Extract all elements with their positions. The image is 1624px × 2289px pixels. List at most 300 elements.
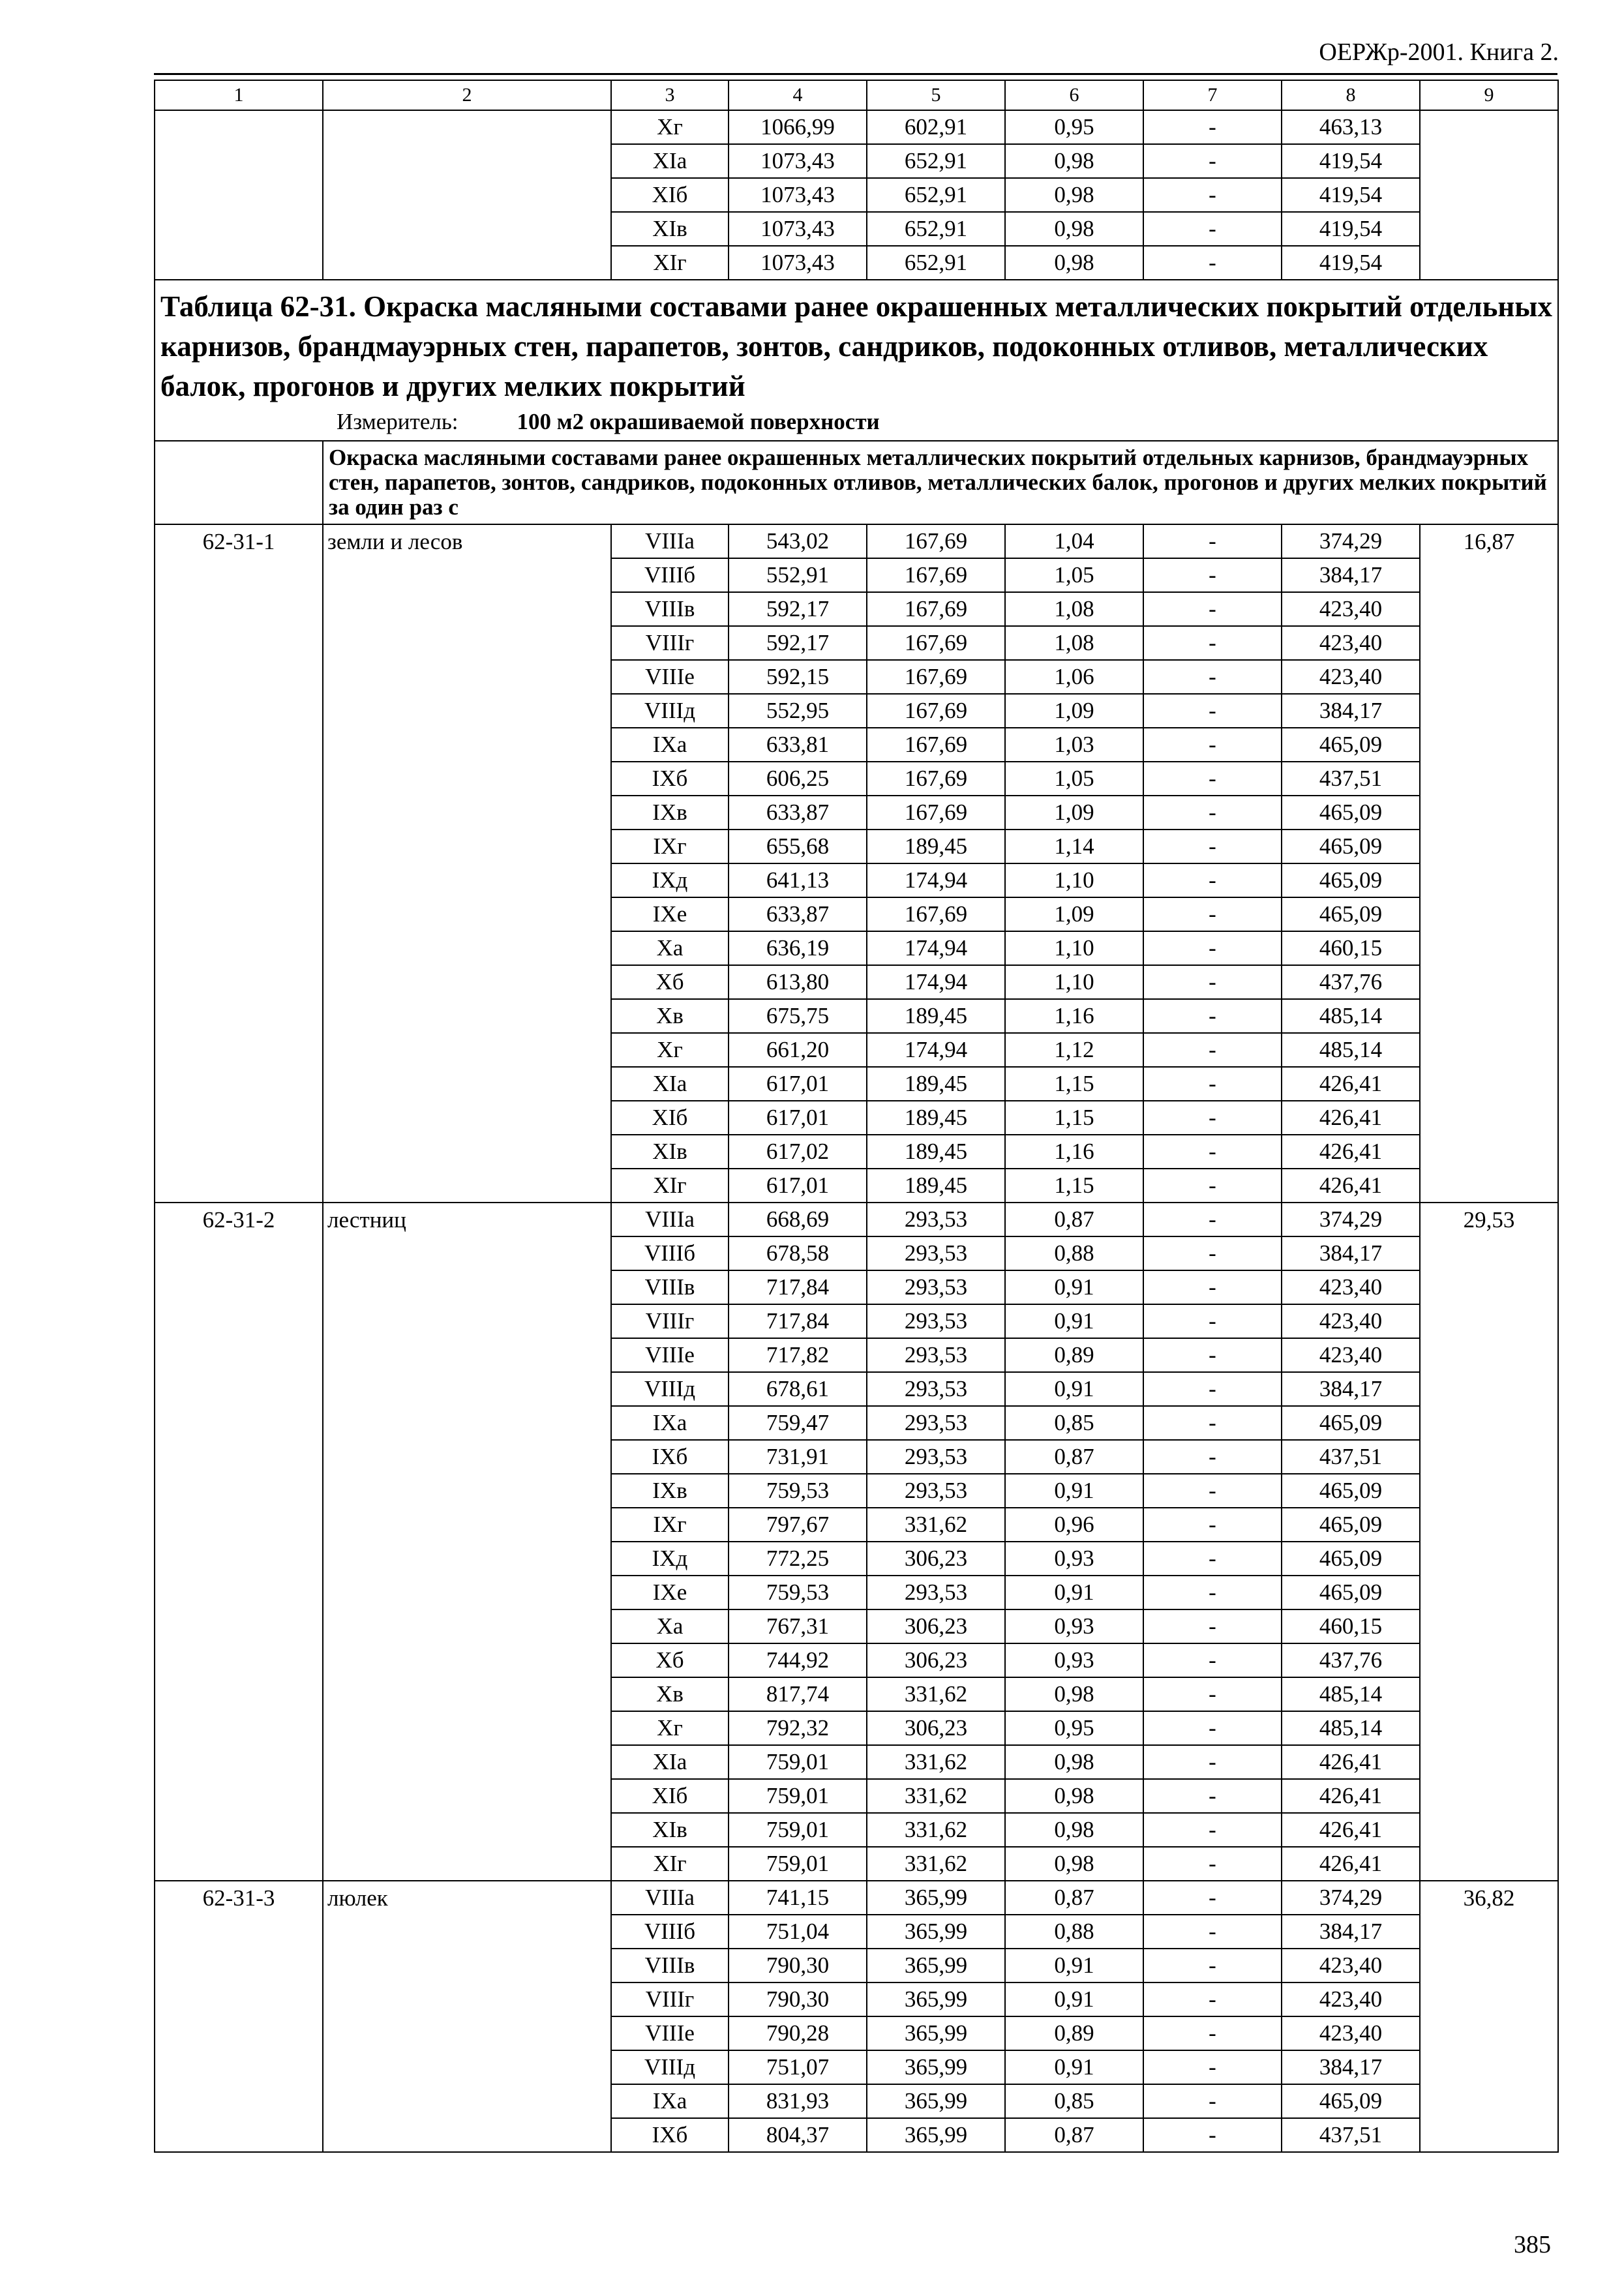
- value-cell: 0,91: [1005, 1270, 1143, 1304]
- value-cell: -: [1143, 1915, 1282, 1949]
- value-cell: 174,94: [867, 965, 1005, 999]
- code-cell: [155, 931, 323, 965]
- value-cell: 167,69: [867, 626, 1005, 660]
- value-cell: 384,17: [1282, 1236, 1420, 1270]
- name-cell: [323, 1779, 611, 1813]
- name-cell: [323, 1542, 611, 1576]
- value-cell: -: [1143, 1406, 1282, 1440]
- value-cell: -: [1143, 965, 1282, 999]
- code-cell: [155, 1372, 323, 1406]
- value-cell: -: [1143, 1067, 1282, 1101]
- value-cell: 0,98: [1005, 1813, 1143, 1847]
- code-cell: [155, 110, 323, 144]
- value-cell: -: [1143, 694, 1282, 728]
- value-cell: 0,95: [1005, 110, 1143, 144]
- table-row: [155, 863, 1558, 897]
- value-cell: VIIIв: [611, 1949, 729, 1982]
- value-cell: 465,09: [1282, 2084, 1420, 2118]
- code-cell: [155, 1474, 323, 1508]
- name-cell: [323, 762, 611, 796]
- value-cell: VIIIд: [611, 2050, 729, 2084]
- value-cell: 189,45: [867, 1135, 1005, 1169]
- table-row: [155, 965, 1558, 999]
- value-cell: 1073,43: [729, 144, 867, 178]
- value-cell: 731,91: [729, 1440, 867, 1474]
- value-cell: 652,91: [867, 246, 1005, 280]
- table-row: [155, 1813, 1558, 1847]
- table-row: [155, 2050, 1558, 2084]
- value-cell: -: [1143, 558, 1282, 592]
- value-cell: 0,91: [1005, 1304, 1143, 1338]
- value-cell: -: [1143, 931, 1282, 965]
- value-cell: Хг: [611, 110, 729, 144]
- col9-cell: 16,87: [1420, 524, 1558, 558]
- value-cell: 744,92: [729, 1643, 867, 1677]
- value-cell: 365,99: [867, 1949, 1005, 1982]
- col9-cell: 36,82: [1420, 1881, 1558, 1915]
- code-cell: [155, 1711, 323, 1745]
- code-cell: [155, 965, 323, 999]
- name-cell: [323, 1101, 611, 1135]
- table-row: [155, 1745, 1558, 1779]
- value-cell: 426,41: [1282, 1135, 1420, 1169]
- col9-cell: [1420, 1474, 1558, 1508]
- value-cell: 465,09: [1282, 728, 1420, 762]
- code-cell: [155, 1542, 323, 1576]
- value-cell: -: [1143, 1372, 1282, 1406]
- name-cell: [323, 626, 611, 660]
- value-cell: VIIIа: [611, 524, 729, 558]
- value-cell: 0,85: [1005, 2084, 1143, 2118]
- col9-cell: [1420, 999, 1558, 1033]
- description-row: [155, 441, 1558, 524]
- value-cell: 423,40: [1282, 660, 1420, 694]
- code-cell: [155, 1169, 323, 1203]
- value-cell: 365,99: [867, 2050, 1005, 2084]
- column-number: 2: [323, 80, 611, 110]
- value-cell: ХIг: [611, 246, 729, 280]
- value-cell: 661,20: [729, 1033, 867, 1067]
- value-cell: VIIIб: [611, 558, 729, 592]
- value-cell: Хв: [611, 1677, 729, 1711]
- value-cell: VIIIг: [611, 1982, 729, 2016]
- value-cell: 306,23: [867, 1711, 1005, 1745]
- col9-cell: [1420, 863, 1558, 897]
- col9-cell: [1420, 830, 1558, 863]
- value-cell: 465,09: [1282, 1576, 1420, 1609]
- name-cell: [323, 931, 611, 965]
- code-cell: [155, 1779, 323, 1813]
- value-cell: 419,54: [1282, 212, 1420, 246]
- code-cell: 62-31-2: [155, 1203, 323, 1236]
- value-cell: 790,28: [729, 2016, 867, 2050]
- value-cell: 1,16: [1005, 1135, 1143, 1169]
- value-cell: VIIIб: [611, 1236, 729, 1270]
- value-cell: ХIв: [611, 212, 729, 246]
- value-cell: -: [1143, 660, 1282, 694]
- code-cell: [155, 1067, 323, 1101]
- name-cell: [323, 2084, 611, 2118]
- value-cell: -: [1143, 2016, 1282, 2050]
- value-cell: 189,45: [867, 830, 1005, 863]
- col9-cell: [1420, 931, 1558, 965]
- value-cell: 717,84: [729, 1270, 867, 1304]
- value-cell: 423,40: [1282, 1270, 1420, 1304]
- rates-table: [154, 80, 1559, 2153]
- table-row: [155, 592, 1558, 626]
- value-cell: ХIг: [611, 1169, 729, 1203]
- value-cell: 293,53: [867, 1406, 1005, 1440]
- value-cell: 437,51: [1282, 1440, 1420, 1474]
- value-cell: 0,93: [1005, 1609, 1143, 1643]
- table-row: [155, 1338, 1558, 1372]
- value-cell: -: [1143, 728, 1282, 762]
- value-cell: 426,41: [1282, 1101, 1420, 1135]
- value-cell: 751,07: [729, 2050, 867, 2084]
- col9-cell: [1420, 1440, 1558, 1474]
- code-cell: [155, 1982, 323, 2016]
- value-cell: IХб: [611, 1440, 729, 1474]
- table-row: [155, 1101, 1558, 1135]
- table-row: [155, 2118, 1558, 2152]
- value-cell: 759,47: [729, 1406, 867, 1440]
- value-cell: 374,29: [1282, 1881, 1420, 1915]
- col9-cell: [1420, 1643, 1558, 1677]
- value-cell: 552,91: [729, 558, 867, 592]
- value-cell: 1,16: [1005, 999, 1143, 1033]
- code-cell: [155, 1304, 323, 1338]
- table-row: [155, 1406, 1558, 1440]
- value-cell: 0,89: [1005, 1338, 1143, 1372]
- value-cell: ХIг: [611, 1847, 729, 1881]
- table-row: [155, 999, 1558, 1033]
- value-cell: 717,84: [729, 1304, 867, 1338]
- name-cell: [323, 1677, 611, 1711]
- code-cell: [155, 1576, 323, 1609]
- code-cell: [155, 1847, 323, 1881]
- value-cell: ХIб: [611, 1101, 729, 1135]
- value-cell: -: [1143, 897, 1282, 931]
- table-row: [155, 110, 1558, 144]
- column-number: 1: [155, 80, 323, 110]
- table-row: [155, 762, 1558, 796]
- col9-cell: [1420, 1576, 1558, 1609]
- value-cell: 0,98: [1005, 1677, 1143, 1711]
- table-row: [155, 626, 1558, 660]
- value-cell: 167,69: [867, 796, 1005, 830]
- value-cell: IХг: [611, 1508, 729, 1542]
- value-cell: -: [1143, 1576, 1282, 1609]
- code-cell: [155, 626, 323, 660]
- value-cell: 437,51: [1282, 2118, 1420, 2152]
- name-cell: [323, 1847, 611, 1881]
- col9-cell: [1420, 762, 1558, 796]
- value-cell: 0,91: [1005, 1576, 1143, 1609]
- value-cell: 759,01: [729, 1745, 867, 1779]
- value-cell: 1073,43: [729, 212, 867, 246]
- value-cell: 365,99: [867, 2016, 1005, 2050]
- value-cell: 592,15: [729, 660, 867, 694]
- value-cell: IХе: [611, 897, 729, 931]
- value-cell: 293,53: [867, 1576, 1005, 1609]
- value-cell: 759,01: [729, 1813, 867, 1847]
- value-cell: 0,96: [1005, 1508, 1143, 1542]
- value-cell: 365,99: [867, 2118, 1005, 2152]
- col9-cell: [1420, 1304, 1558, 1338]
- col9-cell: [1420, 178, 1558, 212]
- table-row: [155, 2016, 1558, 2050]
- col9-cell: [1420, 1813, 1558, 1847]
- col9-cell: [1420, 1542, 1558, 1576]
- table-row: [155, 1711, 1558, 1745]
- table-row: [155, 1508, 1558, 1542]
- table-row: [155, 728, 1558, 762]
- value-cell: IХе: [611, 1576, 729, 1609]
- col9-cell: [1420, 1236, 1558, 1270]
- code-cell: [155, 1813, 323, 1847]
- value-cell: 423,40: [1282, 1338, 1420, 1372]
- value-cell: 1,10: [1005, 863, 1143, 897]
- value-cell: -: [1143, 2084, 1282, 2118]
- value-cell: -: [1143, 110, 1282, 144]
- value-cell: 167,69: [867, 897, 1005, 931]
- name-cell: [323, 1643, 611, 1677]
- value-cell: ХIв: [611, 1813, 729, 1847]
- column-number: 7: [1143, 80, 1282, 110]
- value-cell: -: [1143, 524, 1282, 558]
- table-row: [155, 1135, 1558, 1169]
- value-cell: VIIIг: [611, 626, 729, 660]
- table-row: [155, 1067, 1558, 1101]
- col9-cell: [1420, 1915, 1558, 1949]
- value-cell: VIIIе: [611, 2016, 729, 2050]
- value-cell: 174,94: [867, 931, 1005, 965]
- value-cell: 792,32: [729, 1711, 867, 1745]
- value-cell: 0,98: [1005, 246, 1143, 280]
- value-cell: 419,54: [1282, 246, 1420, 280]
- value-cell: VIIIд: [611, 1372, 729, 1406]
- value-cell: ХIб: [611, 1779, 729, 1813]
- col9-cell: [1420, 1847, 1558, 1881]
- col9-cell: [1420, 1949, 1558, 1982]
- value-cell: -: [1143, 1949, 1282, 1982]
- value-cell: VIIIв: [611, 592, 729, 626]
- value-cell: 174,94: [867, 1033, 1005, 1067]
- name-cell: [323, 1033, 611, 1067]
- code-cell: [155, 1949, 323, 1982]
- column-number: 3: [611, 80, 729, 110]
- table-row: [155, 660, 1558, 694]
- value-cell: Хг: [611, 1033, 729, 1067]
- value-cell: 423,40: [1282, 626, 1420, 660]
- name-cell: [323, 965, 611, 999]
- value-cell: -: [1143, 1304, 1282, 1338]
- document-header: ОЕРЖр-2001. Книга 2.: [1319, 38, 1559, 66]
- value-cell: -: [1143, 863, 1282, 897]
- value-cell: Ха: [611, 931, 729, 965]
- value-cell: 602,91: [867, 110, 1005, 144]
- value-cell: Хг: [611, 1711, 729, 1745]
- value-cell: 797,67: [729, 1508, 867, 1542]
- value-cell: 1,08: [1005, 592, 1143, 626]
- name-cell: [323, 2050, 611, 2084]
- code-cell: [155, 863, 323, 897]
- value-cell: 790,30: [729, 1982, 867, 2016]
- value-cell: 463,13: [1282, 110, 1420, 144]
- table-row: [155, 524, 1558, 558]
- value-cell: 331,62: [867, 1745, 1005, 1779]
- value-cell: -: [1143, 1440, 1282, 1474]
- value-cell: 167,69: [867, 558, 1005, 592]
- table-title-row: [155, 280, 1558, 441]
- col9-cell: [1420, 2084, 1558, 2118]
- value-cell: 1073,43: [729, 246, 867, 280]
- name-cell: [323, 1576, 611, 1609]
- value-cell: -: [1143, 796, 1282, 830]
- value-cell: 306,23: [867, 1609, 1005, 1643]
- value-cell: 1,14: [1005, 830, 1143, 863]
- value-cell: 759,01: [729, 1779, 867, 1813]
- value-cell: IХд: [611, 1542, 729, 1576]
- value-cell: 293,53: [867, 1203, 1005, 1236]
- value-cell: Хб: [611, 965, 729, 999]
- value-cell: -: [1143, 1881, 1282, 1915]
- code-cell: [155, 1745, 323, 1779]
- col9-cell: 29,53: [1420, 1203, 1558, 1236]
- value-cell: IХа: [611, 728, 729, 762]
- name-cell: [323, 1169, 611, 1203]
- column-number: 6: [1005, 80, 1143, 110]
- name-cell: [323, 660, 611, 694]
- value-cell: 465,09: [1282, 1474, 1420, 1508]
- name-cell: [323, 728, 611, 762]
- value-cell: ХIа: [611, 1745, 729, 1779]
- value-cell: VIIIе: [611, 1338, 729, 1372]
- value-cell: VIIIа: [611, 1203, 729, 1236]
- code-cell: [155, 1101, 323, 1135]
- col9-cell: [1420, 660, 1558, 694]
- value-cell: 790,30: [729, 1949, 867, 1982]
- value-cell: 384,17: [1282, 1372, 1420, 1406]
- code-cell: [155, 1236, 323, 1270]
- code-cell: [155, 2118, 323, 2152]
- table-row: [155, 1677, 1558, 1711]
- code-cell: [155, 1270, 323, 1304]
- value-cell: 426,41: [1282, 1067, 1420, 1101]
- code-cell: [155, 2016, 323, 2050]
- name-cell: [323, 1915, 611, 1949]
- col9-cell: [1420, 1609, 1558, 1643]
- value-cell: 741,15: [729, 1881, 867, 1915]
- value-cell: 331,62: [867, 1779, 1005, 1813]
- value-cell: 717,82: [729, 1338, 867, 1372]
- value-cell: 167,69: [867, 728, 1005, 762]
- name-cell: [323, 1813, 611, 1847]
- value-cell: 0,85: [1005, 1406, 1143, 1440]
- value-cell: 365,99: [867, 1982, 1005, 2016]
- value-cell: 759,53: [729, 1576, 867, 1609]
- name-cell: [323, 1304, 611, 1338]
- page-number: 385: [1514, 2231, 1551, 2258]
- value-cell: -: [1143, 1677, 1282, 1711]
- value-cell: 423,40: [1282, 1949, 1420, 1982]
- value-cell: 1,08: [1005, 626, 1143, 660]
- description: Окраска масляными составами ранее окрашенных металлических покрытий отдельных карнизов, брандмауэрных стен, парапетов, зонтов, сандриков, подоконных отливов, металлических балок, прогонов и других мелких покрытий за один раз с: [323, 441, 1558, 524]
- value-cell: -: [1143, 1203, 1282, 1236]
- value-cell: VIIIе: [611, 660, 729, 694]
- table-row: [155, 1982, 1558, 2016]
- value-cell: 0,93: [1005, 1643, 1143, 1677]
- value-cell: 167,69: [867, 592, 1005, 626]
- value-cell: 465,09: [1282, 1542, 1420, 1576]
- value-cell: 1,15: [1005, 1101, 1143, 1135]
- table-row: [155, 178, 1558, 212]
- col9-cell: [1420, 728, 1558, 762]
- value-cell: 293,53: [867, 1304, 1005, 1338]
- value-cell: 419,54: [1282, 178, 1420, 212]
- value-cell: 1,03: [1005, 728, 1143, 762]
- value-cell: 426,41: [1282, 1813, 1420, 1847]
- table-row: [155, 1270, 1558, 1304]
- value-cell: 0,93: [1005, 1542, 1143, 1576]
- code-cell: [155, 897, 323, 931]
- name-cell: [323, 1982, 611, 2016]
- table-row: [155, 1881, 1558, 1915]
- value-cell: -: [1143, 626, 1282, 660]
- name-cell: [323, 1474, 611, 1508]
- value-cell: -: [1143, 1982, 1282, 2016]
- value-cell: 423,40: [1282, 592, 1420, 626]
- code-cell: [155, 592, 323, 626]
- value-cell: -: [1143, 212, 1282, 246]
- code-cell: [155, 246, 323, 280]
- value-cell: 652,91: [867, 144, 1005, 178]
- col9-cell: [1420, 1067, 1558, 1101]
- name-cell: [323, 1440, 611, 1474]
- value-cell: -: [1143, 178, 1282, 212]
- value-cell: -: [1143, 1779, 1282, 1813]
- table-row: [155, 1033, 1558, 1067]
- value-cell: 174,94: [867, 863, 1005, 897]
- col9-cell: [1420, 1033, 1558, 1067]
- value-cell: -: [1143, 246, 1282, 280]
- value-cell: 0,95: [1005, 1711, 1143, 1745]
- value-cell: 0,98: [1005, 144, 1143, 178]
- value-cell: 306,23: [867, 1643, 1005, 1677]
- code-cell: [155, 1508, 323, 1542]
- code-cell: [155, 999, 323, 1033]
- value-cell: -: [1143, 1643, 1282, 1677]
- code-cell: [155, 1135, 323, 1169]
- value-cell: 293,53: [867, 1338, 1005, 1372]
- value-cell: -: [1143, 999, 1282, 1033]
- name-cell: [323, 694, 611, 728]
- code-cell: [155, 660, 323, 694]
- code-cell: [155, 2084, 323, 2118]
- value-cell: -: [1143, 144, 1282, 178]
- value-cell: 384,17: [1282, 558, 1420, 592]
- col9-cell: [1420, 897, 1558, 931]
- table-row: [155, 1847, 1558, 1881]
- col9-cell: [1420, 110, 1558, 144]
- value-cell: IХб: [611, 762, 729, 796]
- value-cell: 189,45: [867, 1067, 1005, 1101]
- value-cell: 1,04: [1005, 524, 1143, 558]
- table-row: [155, 830, 1558, 863]
- value-cell: ХIа: [611, 1067, 729, 1101]
- value-cell: Ха: [611, 1609, 729, 1643]
- table-row: [155, 897, 1558, 931]
